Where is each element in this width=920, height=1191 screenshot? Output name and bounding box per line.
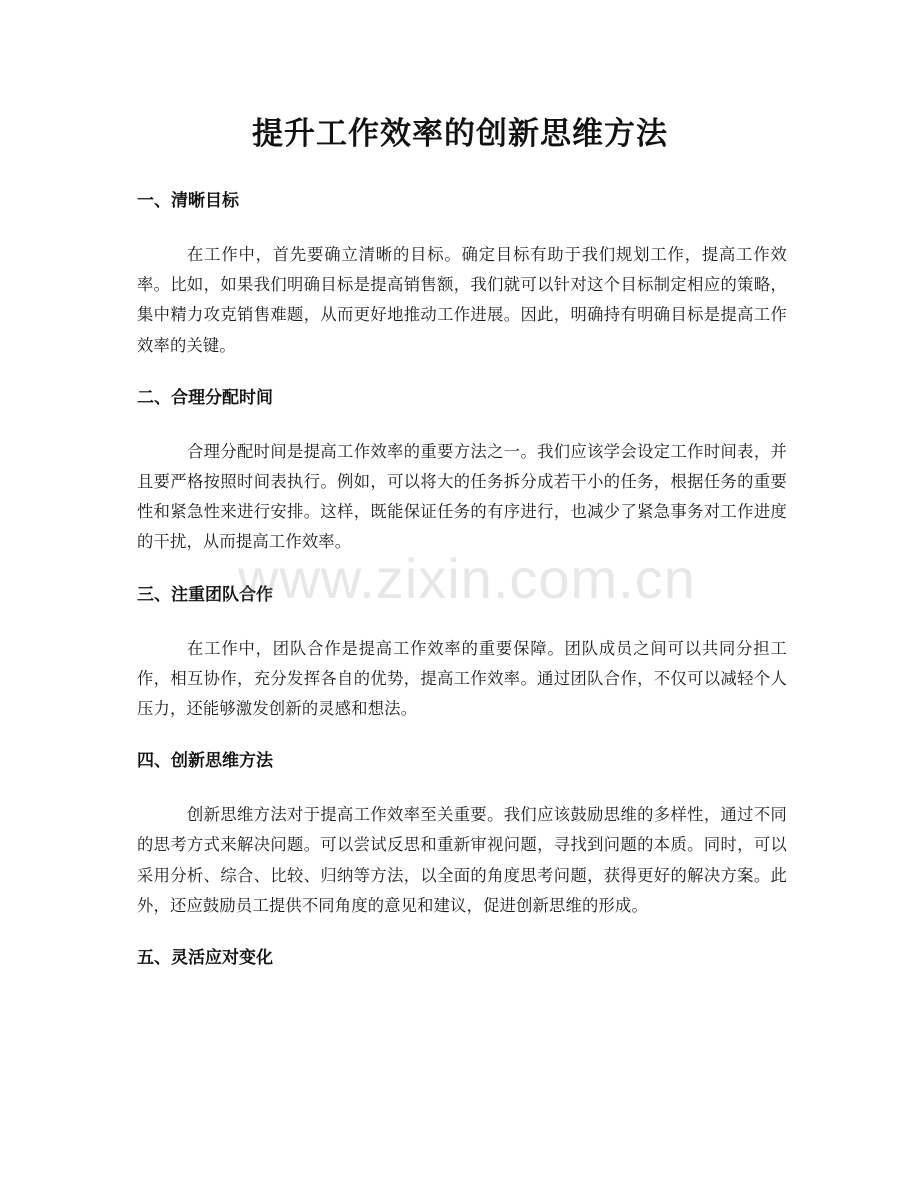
watermark: www.zixin.com.cn (238, 547, 696, 610)
section-teamwork (137, 580, 787, 725)
section-paragraph: 合理分配时间是提高工作效率的重要方法之一。我们应该学会设定工作时间表，并且要严格按照时间表执行。例如，可以将大的任务拆分成若干小的任务，根据任务的重要性和紧急性来进行安排。这样，既能保证任务的有序进行，也减少了紧急事务对工作进度的干扰，从而提高工作效率。 (137, 441, 787, 552)
section-clear-goals (137, 186, 787, 361)
section-heading: 五、灵活应对变化 (137, 948, 273, 969)
section-heading: 一、清晰目标 (137, 191, 239, 211)
section-time-allocation (137, 383, 787, 558)
section-heading: 三、注重团队合作 (137, 584, 273, 605)
section-heading: 四、创新思维方法 (137, 751, 273, 772)
section-paragraph: 创新思维方法对于提高工作效率至关重要。我们应该鼓励思维的多样性，通过不同的思考方式来解决问题。可以尝试反思和重新审视问题，寻找到问题的本质。同时，可以采用分析、综合、比较、归纳等方法，以全面的角度思考问题，获得更好的解决方案。此外，还应鼓励员工提供不同角度的意见和建议，促进创新思维的形成。 (137, 805, 787, 915)
section-heading: 二、合理分配时间 (137, 387, 273, 408)
section-innovative-thinking (137, 746, 787, 921)
section-adapt-to-change (137, 943, 787, 973)
section-paragraph: 在工作中，首先要确立清晰的目标。确定目标有助于我们规划工作，提高工作效率。比如，如果我们明确目标是提高销售额，我们就可以针对这个目标制定相应的策略，集中精力攻克销售难题，从而更好地推动工作进展。因此，明确持有明确目标是提高工作效率的关键。 (137, 245, 787, 355)
document-body (137, 186, 787, 973)
document-title: 提升工作效率的创新思维方法 (252, 116, 668, 152)
section-paragraph: 在工作中，团队合作是提高工作效率的重要保障。团队成员之间可以共同分担工作，相互协作，充分发挥各自的优势，提高工作效率。通过团队合作，不仅可以减轻个人压力，还能够激发创新的灵感和想法。 (137, 638, 787, 719)
